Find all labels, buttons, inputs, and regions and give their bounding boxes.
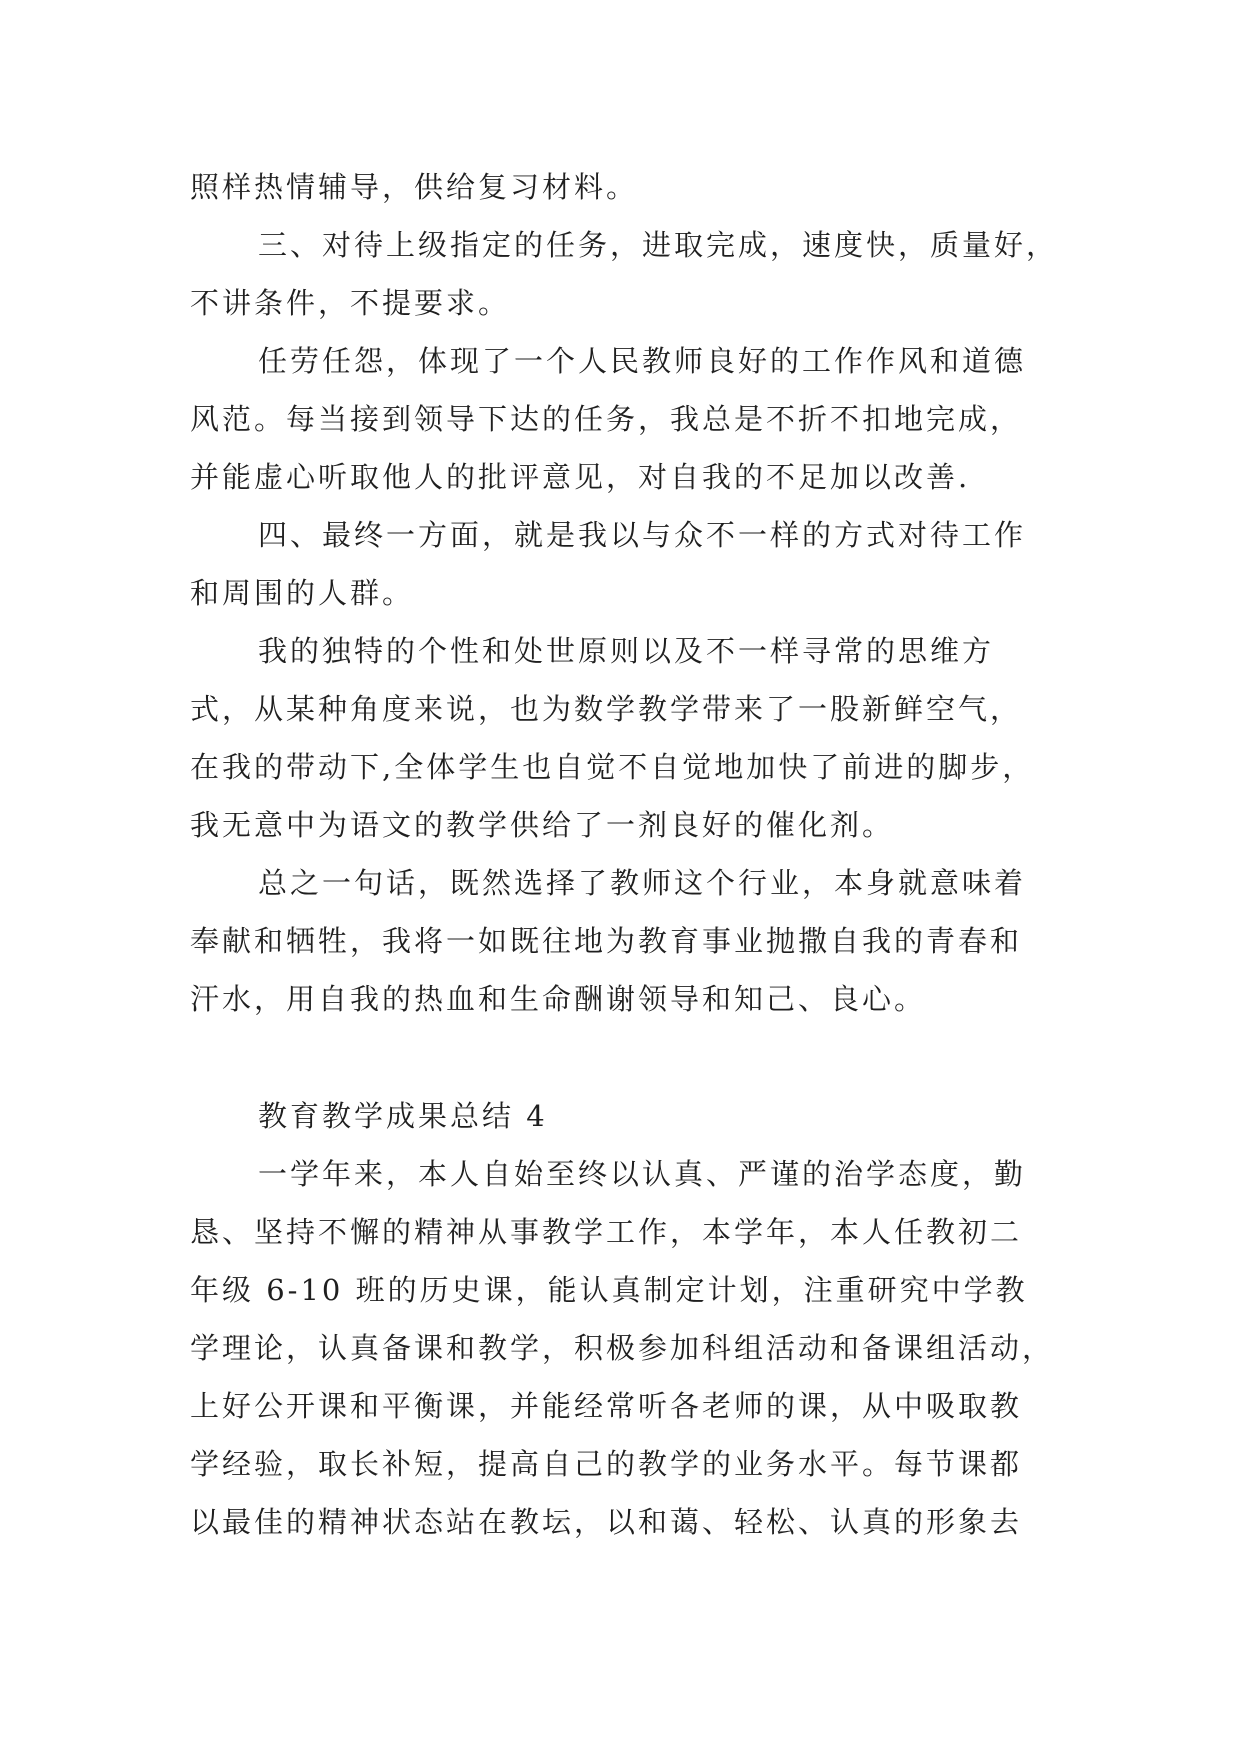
text-line: 式，从某种角度来说，也为数学教学带来了一股新鲜空气， [190, 692, 1023, 726]
paragraph-start: 四、最终一方面，就是我以与众不一样的方式对待工作 [258, 518, 1027, 552]
paragraph-start: 一学年来，本人自始至终以认真、严谨的治学态度，勤 [258, 1157, 1027, 1191]
text-line: 上好公开课和平衡课，并能经常听各老师的课，从中吸取教 [190, 1389, 1023, 1423]
text-line: 恳、坚持不懈的精神从事教学工作，本学年，本人任教初二 [190, 1215, 1023, 1249]
text-line: 学理论，认真备课和教学，积极参加科组活动和备课组活动， [190, 1331, 1055, 1365]
paragraph-start: 我的独特的个性和处世原则以及不一样寻常的思维方 [258, 634, 995, 668]
paragraph-start: 任劳任怨，体现了一个人民教师良好的工作作风和道德 [258, 344, 1027, 378]
text-line: 以最佳的精神状态站在教坛，以和蔼、轻松、认真的形象去 [190, 1505, 1023, 1539]
paragraph-start: 三、对待上级指定的任务，进取完成，速度快，质量好， [258, 228, 1059, 262]
text-line: 我无意中为语文的教学供给了一剂良好的催化剂。 [190, 808, 895, 842]
text-line: 和周围的人群。 [190, 576, 415, 610]
text-line: 风范。每当接到领导下达的任务，我总是不折不扣地完成， [190, 402, 1023, 436]
paragraph-start: 总之一句话，既然选择了教师这个行业，本身就意味着 [258, 866, 1027, 900]
section-gap [190, 1028, 1060, 1087]
text-line: 照样热情辅导，供给复习材料。 [190, 170, 639, 204]
text-line: 年级 6-10 班的历史课，能认真制定计划，注重研究中学教 [190, 1273, 1028, 1307]
section-heading: 教育教学成果总结 4 [258, 1099, 548, 1133]
text-line: 不讲条件，不提要求。 [190, 286, 511, 320]
text-line: 奉献和牺牲，我将一如既往地为教育事业抛撒自我的青春和 [190, 924, 1023, 958]
text-line: 在我的带动下,全体学生也自觉不自觉地加快了前进的脚步， [190, 750, 1035, 784]
document-page [190, 158, 1060, 1551]
text-line: 学经验，取长补短，提高自己的教学的业务水平。每节课都 [190, 1447, 1023, 1481]
text-line: 汗水，用自我的热血和生命酬谢领导和知己、良心。 [190, 982, 927, 1016]
text-line: 并能虚心听取他人的批评意见，对自我的不足加以改善. [190, 460, 971, 494]
